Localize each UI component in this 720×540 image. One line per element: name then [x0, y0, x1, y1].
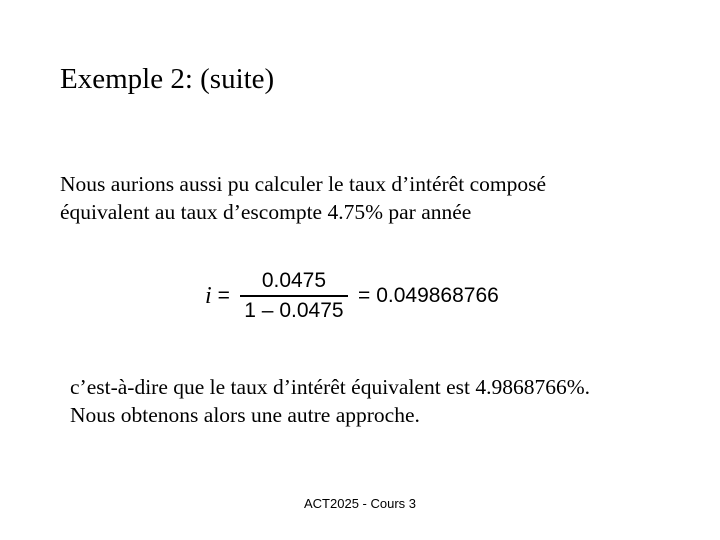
- intro-line-2: équivalent au taux d’escompte 4.75% par année: [60, 200, 472, 224]
- formula-equals-sign: =: [217, 284, 230, 307]
- interest-formula: [205, 266, 499, 326]
- formula-result: 0.049868766: [376, 284, 499, 307]
- slide-title: Exemple 2: (suite): [60, 63, 275, 95]
- fraction-numerator: 0.0475: [261, 269, 327, 293]
- formula-equals-sign-2: =: [357, 284, 371, 307]
- intro-paragraph: [60, 170, 546, 226]
- conclusion-line-1: c’est-à-dire que le taux d’intérêt équivalent est 4.9868766%.: [70, 375, 590, 399]
- formula-variable: i: [205, 282, 212, 309]
- conclusion-paragraph: [70, 373, 590, 429]
- fraction-denominator: 1 – 0.0475: [244, 298, 344, 322]
- slide-footer: ACT2025 - Cours 3: [304, 496, 416, 511]
- intro-line-1: Nous aurions aussi pu calculer le taux d’intérêt composé: [60, 172, 546, 196]
- conclusion-line-2: Nous obtenons alors une autre approche.: [70, 403, 420, 427]
- formula-fraction: [240, 269, 348, 323]
